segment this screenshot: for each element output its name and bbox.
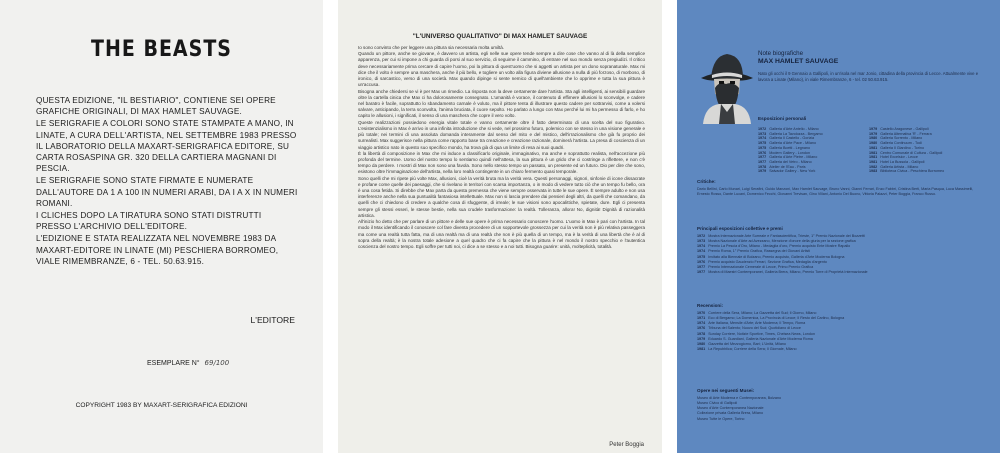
list-item: 1981 Hotel Excelsior - Lecce: [869, 155, 918, 160]
list-item: 1976 Premio acquisto Gaudenzio Ferrari, Sezione Grafica, Medaglia d'argento: [697, 259, 827, 264]
musei-heading: Opere nei seguenti Musei:: [697, 388, 755, 393]
recensioni-heading: Recensioni:: [697, 303, 724, 308]
colophon-paragraph: I CLICHES DOPO LA TIRATURA SONO STATI DISTRUTTI PRESSO L'ARCHIVIO DELL'EDITORE.: [36, 211, 262, 232]
list-item: Museo di Arte Moderna e Contemporanea, Bolzano: [697, 396, 782, 400]
essay-paragraph: Queste realizzazioni possiedono energia vitale totale e vanno certamente oltre il fatto determinato di una scelta del suo figurativo. L'esistenzialismo in Max è arrivo in una infinita introduzione che si vede, nel prossimo futuro, polemico con se stesso in una visione generale e più totale; nei termini di una assoluta domanda interamente dal senso del mito e del mistico, dell'irrazionalismo che già fu proprio dei surrealisti. Max suggerisce nella pittura come rapporto base tra creazione e creazione razionale, dominerà l'artista. La presa di coscienza di un viaggio artistico nato in questo suo specifico mondo, ha trova già di qua un limite di resa ai suoi quadri.: [358, 119, 645, 150]
colophon-text: [36, 95, 298, 268]
colophon-paragraph: LE SERIGRAFIE A COLORI SONO STATE STAMPATE A MANO, IN LINATE, A CURA DELL'ARTISTA, NEL SETTEMBRE 1983 PRESSO IL LABORATORIO DELLA MAXART-SERIGRAFICA EDITORE, SU CARTA ROSASPINA GR. 320 DELLA CARTIERA MAGNANI DI PESCIA.: [36, 119, 297, 174]
premi-list: [697, 234, 980, 275]
list-item: 1981 Centro Comunale di Cultura - Gallipoli: [869, 150, 943, 155]
essay-paragraph: È la libertà di composizione in Max che mi induce a classificarlo originale, immaginativo, ma anche e soprattutto realista, nell'accezione più profonda del termine. Uomo del nostro tempo lo sentiamo quindi nell'attesa, la sua pittura è un grido che ci costringe a riflettere, e non c'è tempo da perdere. I mostri di Max non sono una favola. Sono nello stesso tempo un passato, un presente ed un futuro. Dio per dire che sono, esistono oltre l'immaginazione dell'artista, nella loro realtà contingente in un chiaro fermento quasi temporale.: [358, 150, 645, 175]
page-colophon: [0, 0, 323, 453]
critiche-text: Dario Bellini, Carlo Munari, Luigi Serafini, Guido Manzoni, Max Hamlet Sauvage, Bruno Vanni, Gianni Ferrari, Enzo Fabbri, Cristina Berti, Maria Pasqua, Luca Massimelli, Ernesto Rosso, Dante Lucani, Domenico Fecchi, Giovanni Trevisan, Gino Villani, Antonio Del Buono, Vittoria Palazzi, Peter Boggia, Franco Russo.: [697, 187, 974, 196]
essay-paragraph: Io sono convinto che per leggere una pittura sia necessaria molta umiltà.: [358, 45, 505, 50]
esposizioni-table: [758, 127, 980, 174]
essay-paragraph: Sono quelli che mi ripete più volte Max, allusioni, cioè la verità bruta ma la verità vera. Questi personaggi, signori, sinfonie di icone dissacrate e profane come quelle dei paesaggi, che si rivelano in territori con scarsa importanza, o in modo di vedere tutto ciò che un tempo fu bello, ora è una cosa fetida. Si direbbe che Max parta da questa premessa che viene sempre osservata in tutte le sue opere. È sempre adulto e non usa interferenze anche nella sua puntualità fantasiosa intellettuale. Max non si lascia prendere dai pensieri degli altri, da quelli che comandano, da quelli che ci chiedono di credere a qualche cosa di sfuggente, di irreale; le sue visioni sono apocalittiche, spietate, dure. Egli ci presenta sempre gli stessi esseri, le stesse bestie, nella sua crudele trasformazione: la realtà. Tolleranza, allora! No, dignità! Dignità di razionalità artistica.: [358, 175, 645, 218]
list-item: 1972 Galleria d'Arte Antelio - Milano: [758, 127, 819, 131]
list-item: 1976 Modern Gallery - London: [758, 150, 811, 155]
list-item: 1977 Mostra di Maestri Contemporanei, Galleria Brera, Milano, Premio Torre di Proprietà Internazionale: [697, 270, 868, 275]
list-item: 1974 Galleria Il Castello - Gorizia: [758, 136, 815, 141]
list-item: 1979 Galleria Alternativa 'R' - Ferrara: [869, 131, 932, 136]
essay-paragraph: Quando un pittore, anche se giovane, è davvero un artista, egli nelle sue opere tende sempre a dire cose che vanno al di là della semplice apparenza, per cui si impone a chi guarda di porsi al suo servizio, di seguirne il cammino, di entrare nel suo mondo senza pregiudizi. Il critico deve necessariamente prima cercare di capire l'uomo, poi la pittura di quest'uomo che si aggetti un artista per un dono sopranaturale. Max mi dice che il volto è sempre una maschera, anche il più bello, e togliere un volto alla figura diviene allusione a nulla di più forzoso, di morboso, di ironico, di sarcastico, verso di una società. Max quando dipinge si sente nemico di quell'ambiente che lo opprime e tutta la sua pittura è un'accusa.: [358, 51, 645, 88]
copyright-text: COPYRIGHT 1983 BY MAXART-SERIGRAFICA EDIZIONI: [75, 402, 248, 409]
list-item: 1982 Galleria Artista - Milano: [869, 164, 919, 169]
list-item: 1977 Galleria del Vetro - Milano: [758, 159, 812, 164]
list-item: 1981 Hotel La Bussola - Gallipoli: [869, 159, 925, 164]
esposizioni-column-right: [869, 127, 980, 174]
list-item: 1973 Mostra Nazionale d'Arte ad Avezzano, Menzione d'onore della giuria per la sezione grafica: [697, 239, 856, 244]
list-item: 1976 Tribuna del Salento; Nuovo del Sud; Quotidiano di Lecce: [697, 326, 801, 331]
essay-paragraph: Bisogna anche chiedersi se vi è per Max un rimedio. La risposta non la deve certamente dare l'artista. Sta agli intelligenti, ai sensibili guardare oltre la cartella cinica che Max ci ha dolorosamente consegnato. L'umanità è vorace, il contenuto di effimere allusioni lo sconvolge, e cadere nel baratro è facile, soprattutto lo sbandamento carnale è voluto, ma il pittore tenta di illustrare questo cadere per sottrarvisi, come a volersi salvare, anticipando, la terra sconvolta, l'anima bruciata, il cuore sepolto. Ho parlato a lungo con Max perché lui mi ha permesso di farlo, e ho capito le allusioni, i significati, il senso di una maschera che copre il vero volto.: [358, 88, 645, 119]
artist-photo: [697, 48, 757, 124]
essay-signature: Peter Boggia: [609, 442, 644, 448]
list-item: 1975 Galleria d'Arte Pace - Milano: [758, 141, 817, 146]
esemplare-label: ESEMPLARE N°: [147, 360, 200, 367]
page-biography: [677, 0, 1000, 453]
list-item: 1975 Galleria Boetti - Legnano: [758, 145, 811, 150]
critiche-heading: Critiche:: [697, 179, 716, 184]
list-item: 1970 Corriere della Sera, Milano; La Gazzetta del Sud; Il Giorno, Milano: [697, 311, 817, 315]
list-item: 1975 Invitato alla Biennale di Bolzano, Premio acquisto, Galleria d'Arte Moderna Bologna: [697, 254, 845, 259]
list-item: 1977 Premio Internazionale Cemerale di Lecce, Primo Premio Grafica: [697, 264, 814, 269]
essay-paragraph: All'inizio ho detto che per parlare di un pittore e delle sue opere è prima necessario conoscere l'uomo. L'uomo in Max è pari con l'artista. In tal modo il Max identificando il conoscere col fare diventa procedere di un sopportevole grossezza per cui la verità non è più relativa passeggera ma come una realtà tutta fatta, ma di una realtà ma di una realtà che non è più quella di un tempo, ma è la verità di una libertà che è al di sopra della realtà; è la nostra totale adesione a quel quadro che ci fa capire che la pittura è nel mondo il nostro specchio e l'autentica coscienza del nostro tempo. Egli soffre per tutti noi, ci dice a se stesso e a noi tutti. Bisogna guarire: unità, molteplicità, totalità.: [358, 219, 645, 249]
bio-intro: Nato gli occhi il 9 Gennaio a Gallipoli, in un'isola nel mar Jonio, cittadina della provincia di Lecce. Attualmente vive e lavora a Linate (Milano), in viale Rimembranze, 6 - tel. 02 50.63.915.: [758, 71, 979, 82]
recensioni-list: [697, 311, 980, 352]
list-item: 1983 Biblioteca Civica - Peschiera Borromeo: [869, 169, 945, 174]
list-item: 1980 Galleria Continuum - Todi: [869, 141, 922, 146]
list-item: 1974 Premio Roma, 1° Premio Grafica, Rassegna dei Giovani Artisti: [697, 249, 811, 254]
bio-heading: Note biografiche: [758, 50, 804, 57]
esemplare-line: [147, 359, 229, 367]
colophon-paragraph: QUESTA EDIZIONE, "IL BESTIARIO", CONTIENE SEI OPERE GRAFICHE ORIGINALI, DI MAX HAMLET SAUVAGE.: [36, 96, 276, 117]
list-item: 1974 Premio La Pescia d'Oro, Milano - Medaglia d'oro, Premio acquisto Ente Mostre Rapallo: [697, 244, 851, 249]
list-item: Museo Civico di Gallipoli: [697, 401, 738, 406]
list-item: 1980 Galleria Sorrento - Milano: [869, 136, 923, 141]
list-item: 1979 Salvador Gallery - New York: [758, 169, 816, 174]
list-item: 1980 Gazzetta del Mezzogiorno, Bari; L'Unità, Milano: [697, 341, 786, 346]
esposizioni-column-left: [758, 127, 869, 174]
list-item: 1973 Galleria La Tavolozza - Bergamo: [758, 131, 823, 136]
list-item: 1974 Arte Italiana, Mensile d'Arte; Arte Moderna; Il Tempo, Roma: [697, 321, 806, 326]
list-item: 1972 Mostra Internazionale Arte Surreale e Fantascientifica, Trieste, 1° Premio Nazionale dei Bozzetti: [697, 234, 865, 238]
bio-artist-name: MAX HAMLET SAUVAGE: [758, 58, 839, 65]
page1-title: THE BEASTS: [91, 36, 232, 62]
list-item: 1981 Galleria Il Giardino - Torino: [869, 145, 925, 150]
premi-heading: Principali esposizioni collettive e premi: [697, 226, 783, 231]
list-item: Collezione privata Galleria Brera, Milano: [697, 411, 763, 416]
list-item: 1978 Sunday Corriere, Notizie Sportive, Times, Chelsea News, London: [697, 331, 816, 336]
essay-title: "L'UNIVERSO QUALITATIVO" DI MAX HAMLET SAUVAGE: [412, 33, 588, 40]
esemplare-number: 69/100: [204, 359, 230, 367]
musei-list: [697, 396, 980, 422]
list-item: 1978 Atelier de l'Eau - Paris: [758, 164, 806, 169]
list-item: 1979 Castello Aragonese - Gallipoli: [869, 127, 929, 131]
colophon-paragraph: LE SERIGRAFIE SONO STATE FIRMATE E NUMERATE DALL'AUTORE DA 1 A 100 IN NUMERI ARABI, DA I A X IN NUMERI ROMANI.: [36, 176, 298, 208]
editore-label: L'EDITORE: [250, 315, 295, 325]
colophon-paragraph: L'EDIZIONE E STATA REALIZZATA NEL NOVEMBRE 1983 DA MAXART-EDITORE IN LINATE (MI) PESCHIERA BORROMEO, VIALE RIMEMBRANZE, 6 - TEL. 50.63.915.: [36, 234, 279, 266]
list-item: 1971 Eco di Bergamo; La Domenica, La Provincia di Lecce; Il Resto del Carlino, Bologna: [697, 316, 845, 321]
esposizioni-heading: Esposizioni personali: [758, 116, 807, 121]
page-essay: [338, 0, 662, 453]
list-item: 1981 La Repubblica; Corriere della Sera; Il Giornale, Milano: [697, 347, 797, 352]
list-item: 1977 Galleria d'Arte Pietre - Milano: [758, 155, 818, 160]
list-item: Museo d'Arte Contemporanea Nazionale: [697, 406, 764, 411]
list-item: 1979 Eduardo S. Guardiani, Galleria Nazionale d'Arte Moderna Roma: [697, 336, 813, 341]
essay-body: [358, 45, 645, 250]
list-item: Museo Tutte le Opere, Torino: [697, 416, 745, 421]
